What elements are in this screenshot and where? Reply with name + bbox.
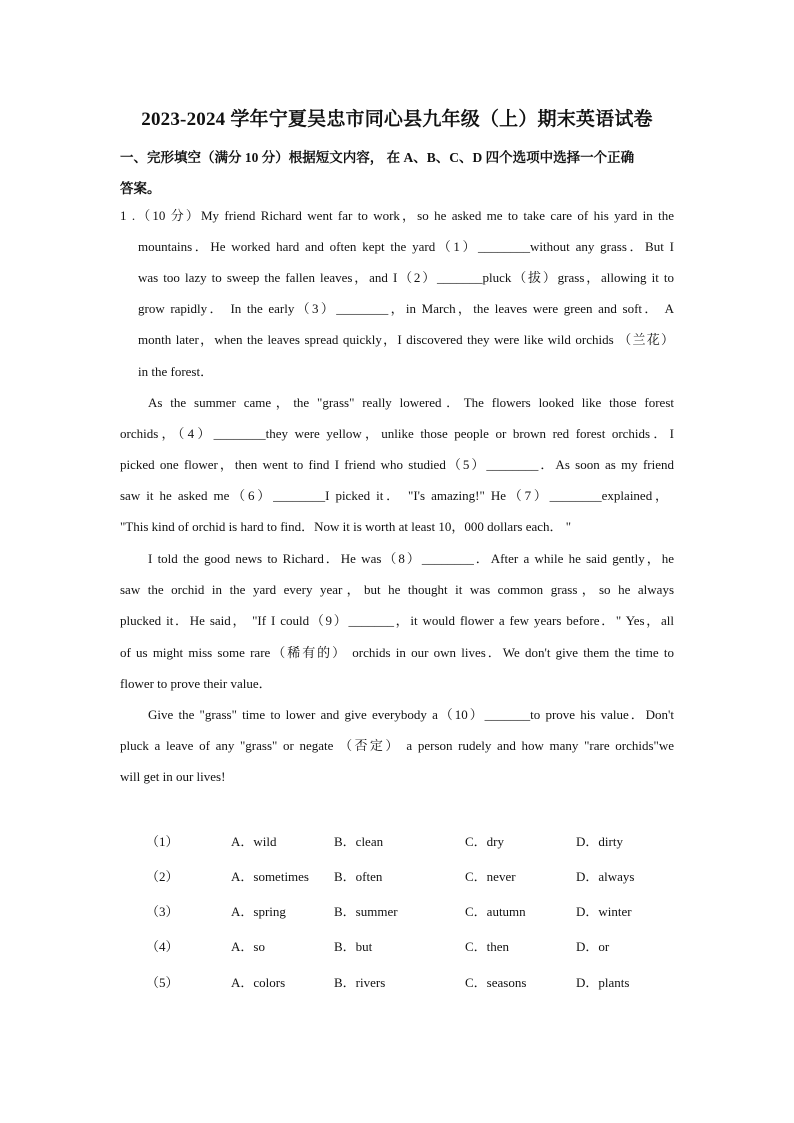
option-row-5 (0, 973, 794, 993)
option-c[interactable]: C．never (465, 869, 516, 884)
passage-line: saw it he asked me（6）________I picked it． "I's amazing!" He（7）________explained， (120, 488, 668, 503)
passage-line: plucked it．He said， "If I could（9）_______，it would flower a few years before．" Yes，all (120, 613, 674, 628)
passage-line: grow rapidly． In the early（3）________，in March，the leaves were green and soft． A (138, 301, 674, 316)
option-d[interactable]: D．dirty (576, 834, 623, 849)
option-d[interactable]: D．always (576, 869, 635, 884)
question-number: （5） (146, 975, 179, 990)
option-d[interactable]: D．or (576, 939, 610, 954)
section-heading-line-1: 一、完形填空（满分 10 分）根据短文内容， 在 A、B、C、D 四个选项中选择一个正确 (120, 150, 635, 165)
passage-line: "This kind of orchid is hard to find．Now it is worth at least 10，000 dollars each． " (120, 519, 572, 534)
passage-line: picked one flower，then went to find I friend who studied（5）________．As soon as my friend (120, 457, 674, 472)
passage-line: As the summer came，the "grass" really lowered．The flowers looked like those forest (148, 395, 674, 410)
section-heading (120, 142, 680, 204)
passage-line: mountains．He worked hard and often kept the yard（1）________without any grass．But I (138, 239, 674, 254)
passage-line: saw the orchid in the yard every year，but he thought it was common grass，so he always (120, 582, 674, 597)
passage-line: orchids，（4）________they were yellow，unlike those people or brown red forest orchids．I (120, 426, 674, 441)
option-b[interactable]: B．summer (334, 904, 398, 919)
question-number: （1） (146, 834, 179, 849)
passage-line: month later，when the leaves spread quickly，I discovered they were like wild orchids （兰花） (138, 332, 674, 347)
passage-line: I told the good news to Richard．He was（8）________．After a while he said gently，he (148, 551, 674, 566)
option-b[interactable]: B．often (334, 869, 383, 884)
option-a[interactable]: A．spring (231, 904, 286, 919)
option-c[interactable]: C．dry (465, 834, 505, 849)
option-b[interactable]: B．rivers (334, 975, 386, 990)
passage-line: was too lazy to sweep the fallen leaves，and I（2）_______pluck（拔）grass，allowing it to (138, 270, 674, 285)
question-number: （3） (146, 904, 179, 919)
passage-line: flower to prove their value． (120, 676, 272, 691)
option-row-2 (0, 867, 794, 887)
option-row-4 (0, 937, 794, 957)
passage-line: of us might miss some rare（稀有的） orchids in our own lives．We don't give them the time to (120, 645, 674, 660)
option-b[interactable]: B．but (334, 939, 373, 954)
option-a[interactable]: A．so (231, 939, 265, 954)
option-c[interactable]: C．autumn (465, 904, 526, 919)
option-c[interactable]: C．then (465, 939, 510, 954)
passage-line: pluck a leave of any "grass" or negate （否定） a person rudely and how many "rare orchids"we (120, 738, 674, 753)
question-number: （2） (146, 869, 179, 884)
option-a[interactable]: A．colors (231, 975, 286, 990)
section-heading-line-2: 答案。 (120, 181, 161, 196)
option-b[interactable]: B．clean (334, 834, 384, 849)
option-d[interactable]: D．plants (576, 975, 630, 990)
option-row-1 (0, 832, 794, 852)
option-c[interactable]: C．seasons (465, 975, 527, 990)
page-title: 2023-2024 学年宁夏吴忠市同心县九年级（上）期末英语试卷 (141, 109, 653, 130)
passage-line: Give the "grass" time to lower and give everybody a（10）_______to prove his value．Don't (148, 707, 674, 722)
option-row-3 (0, 902, 794, 922)
option-d[interactable]: D．winter (576, 904, 632, 919)
option-a[interactable]: A．wild (231, 834, 277, 849)
option-a[interactable]: A．sometimes (231, 869, 309, 884)
passage-line: in the forest． (138, 364, 214, 379)
passage-line: 1 .（10 分）My friend Richard went far to work，so he asked me to take care of his yard in the (120, 208, 674, 223)
passage-line: will get in our lives! (120, 769, 226, 784)
question-number: （4） (146, 939, 179, 954)
